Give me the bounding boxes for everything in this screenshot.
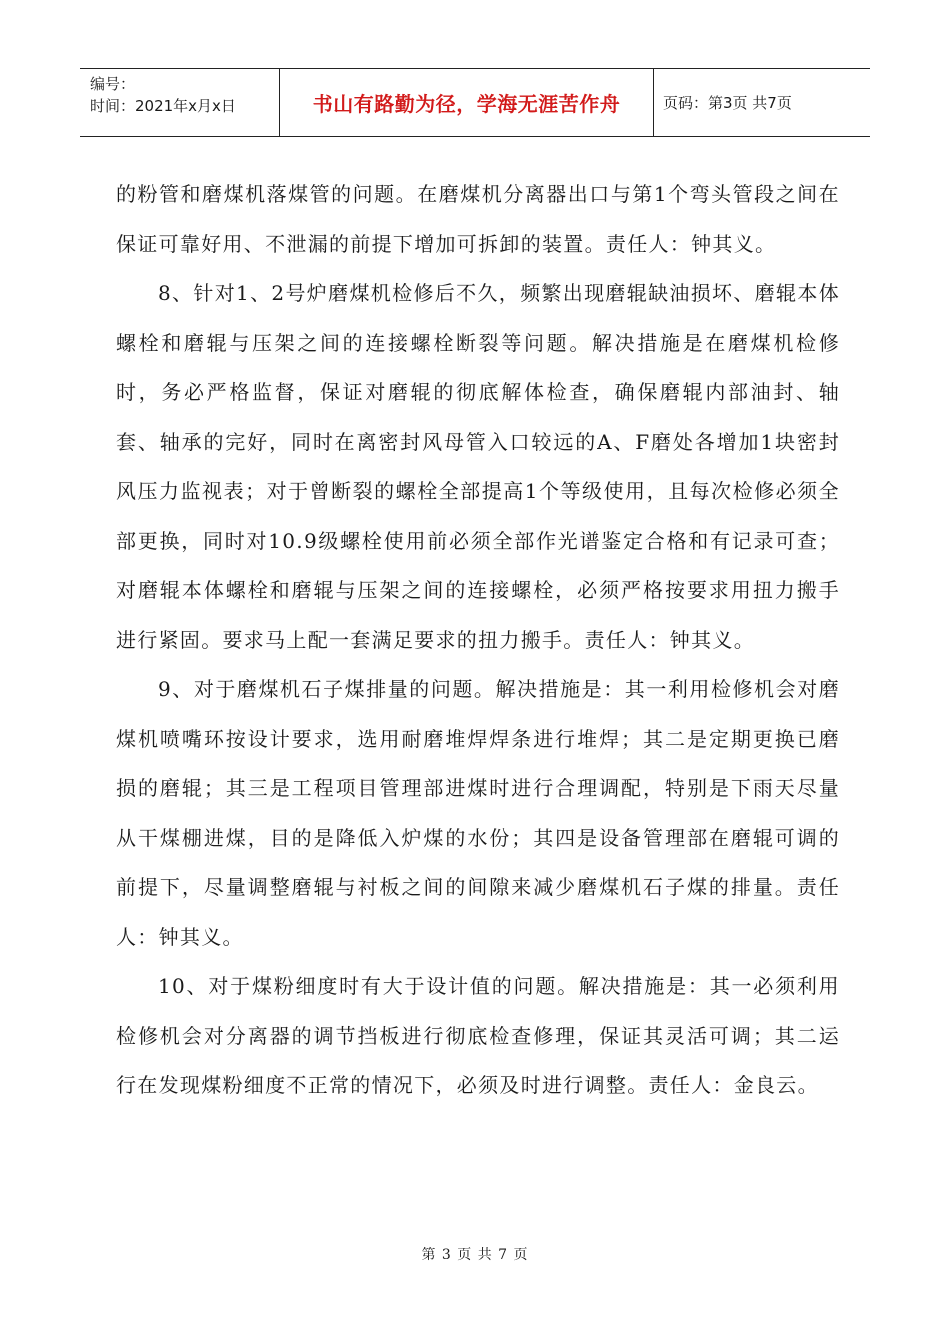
paragraph-2: 8、针对1、2号炉磨煤机检修后不久，频繁出现磨辊缺油损坏、磨辊本体螺栓和磨辊与压架之间的连接螺栓断裂等问题。解决措施是在磨煤机检修时，务必严格监督，保证对磨辊的彻底解体检查，确保磨辊内部油封、轴套、轴承的完好，同时在离密封风母管入口较远的A、F磨处各增加1块密封风压力监视表；对于曾断裂的螺栓全部提高1个等级使用，且每次检修必须全部更换，同时对10.9级螺栓使用前必须全部作光谱鉴定合格和有记录可查；对磨辊本体螺栓和磨辊与压架之间的连接螺栓，必须严格按要求用扭力搬手进行紧固。要求马上配一套满足要求的扭力搬手。责任人：钟其义。 [116, 281, 840, 652]
header-motto: 书山有路勤为径，学海无涯苦作舟 [280, 69, 654, 136]
document-body [116, 170, 840, 1111]
header-meta-cell [80, 69, 280, 136]
paragraph-3: 9、对于磨煤机石子煤排量的问题。解决措施是：其一利用检修机会对磨煤机喷嘴环按设计要求，选用耐磨堆焊焊条进行堆焊；其二是定期更换已磨损的磨辊；其三是工程项目管理部进煤时进行合理调配，特别是下雨天尽量从干煤棚进煤，目的是降低入炉煤的水份；其四是设备管理部在磨辊可调的前提下，尽量调整磨辊与衬板之间的间隙来减少磨煤机石子煤的排量。责任人：钟其义。 [116, 677, 840, 949]
paragraph-4: 10、对于煤粉细度时有大于设计值的问题。解决措施是：其一必须利用检修机会对分离器的调节挡板进行彻底检查修理，保证其灵活可调；其二运行在发现煤粉细度不正常的情况下，必须及时进行调整。责任人：金良云。 [116, 974, 840, 1097]
paragraph-1: 的粉管和磨煤机落煤管的问题。在磨煤机分离器出口与第1个弯头管段之间在保证可靠好用、不泄漏的前提下增加可拆卸的装置。责任人：钟其义。 [116, 182, 840, 256]
header-page-code: 页码：第3页 共7页 [663, 94, 792, 112]
document-number-label: 编号： [90, 75, 136, 93]
document-time-label: 时间：2021年x月x日 [90, 97, 236, 115]
page-footer: 第 3 页 共 7 页 [421, 1247, 529, 1263]
header-table [80, 68, 870, 137]
